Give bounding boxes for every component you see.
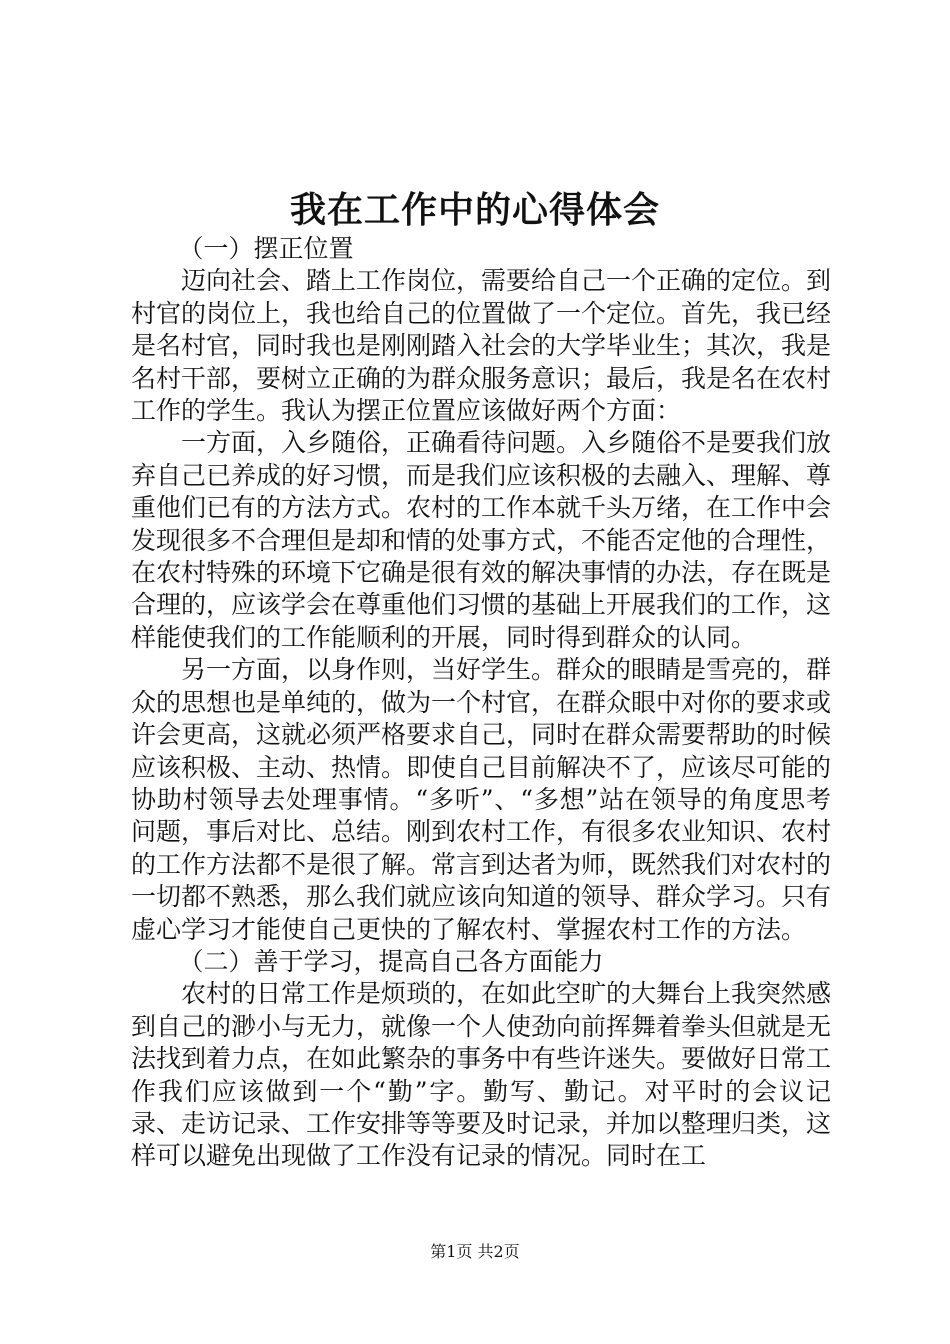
section-heading-1: （一）摆正位置 (178, 234, 354, 263)
paragraph: 另一方面，以身作则，当好学生。群众的眼睛是雪亮的，群众的思想也是单纯的，做为一个村官，在群众眼中对你的要求或许会更高，这就必须严格要求自己，同时在群众需要帮助的时候应该积极、主动、热情。即使自己目前解决不了，应该尽可能的协助村领导去处理事情。“多听”、“多想”站在领导的角度思考问题，事后对比、总结。刚到农村工作，有很多农业知识、农村的工作方法都不是很了解。常言到达者为师，既然我们对农村的一切都不熟悉，那么我们就应该向知道的领导、群众学习。只有虚心学习才能使自己更快的了解农村、掌握农村工作的方法。 (131, 655, 832, 944)
document-title: 我在工作中的心得体会 (289, 189, 660, 231)
section-heading-2: （二）善于学习，提高自己各方面能力 (178, 946, 604, 976)
paragraph: 一方面，入乡随俗，正确看待问题。入乡随俗不是要我们放弃自己已养成的好习惯，而是我们应该积极的去融入、理解、尊重他们已有的方法方式。农村的工作本就千头万绪，在工作中会发现很多不合理但是却和情的处事方式，不能否定他的合理性，在农村特殊的环境下它确是很有效的解决事情的办法，存在既是合理的，应该学会在尊重他们习惯的基础上开展我们的工作，这样能使我们的工作能顺利的开展，同时得到群众的认同。 (131, 428, 832, 652)
document-body (131, 233, 831, 1173)
paragraph: 迈向社会、踏上工作岗位，需要给自己一个正确的定位。到村官的岗位上，我也给自己的位置做了一个定位。首先，我已经是名村官，同时我也是刚刚踏入社会的大学毕业生；其次，我是名村干部，要树立正确的为群众服务意识；最后，我是名在农村工作的学生。我认为摆正位置应该做好两个方面： (131, 266, 832, 426)
paragraph: 农村的日常工作是烦琐的，在如此空旷的大舞台上我突然感到自己的渺小与无力，就像一个人使劲向前挥舞着拳头但就是无法找到着力点，在如此繁杂的事务中有些许迷失。要做好日常工作我们应该做到一个“勤”字。勤写、勤记。对平时的会议记录、走访记录、工作安排等等要及时记录，并加以整理归类，这样可以避免出现做了工作没有记录的情况。同时在工 (131, 979, 832, 1171)
page-number-footer: 第1页 共2页 (430, 1242, 520, 1261)
